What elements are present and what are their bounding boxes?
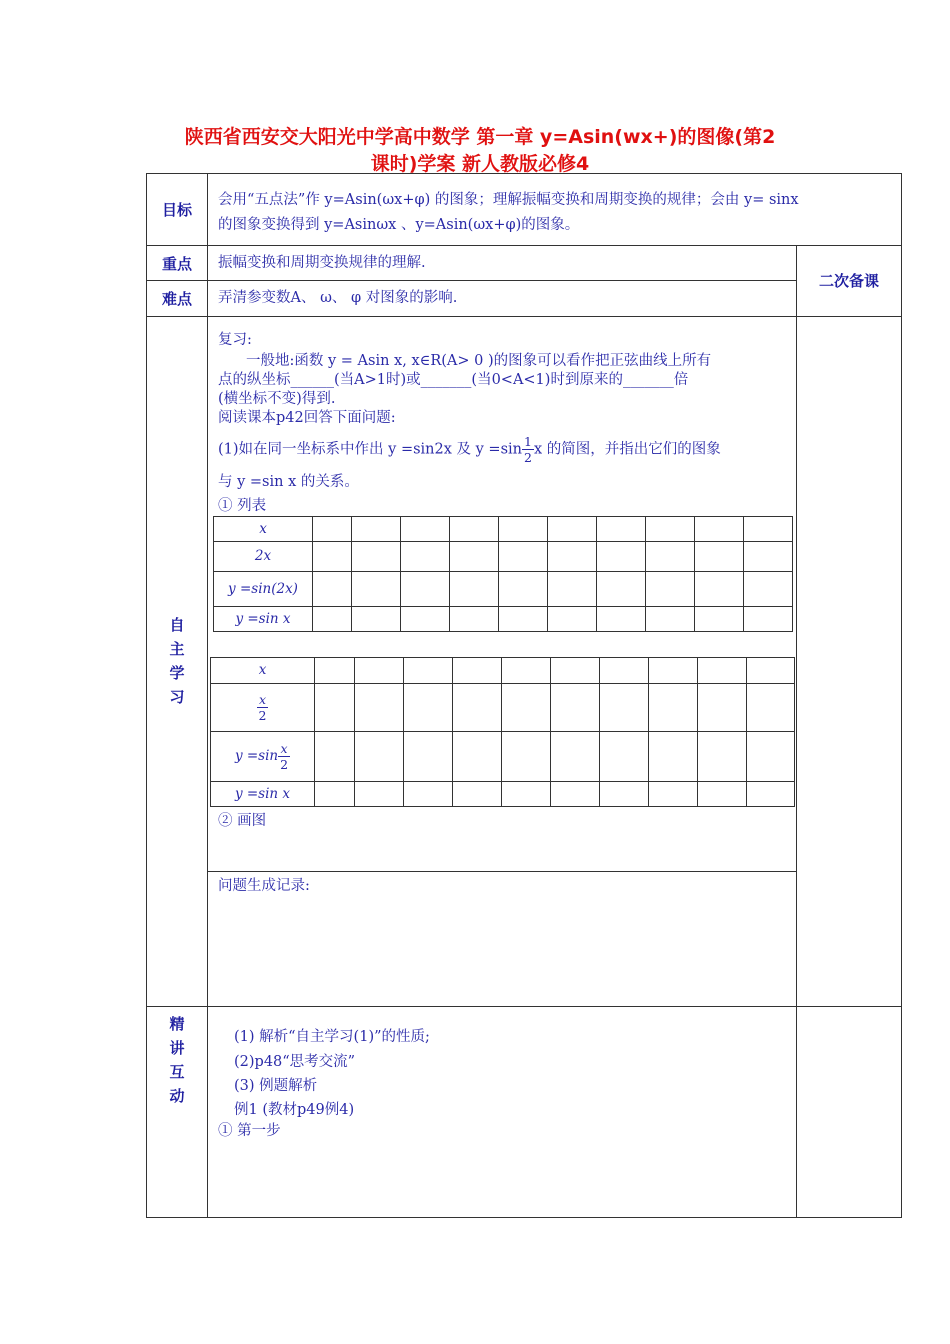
secondary-prep-cell-2 <box>797 1007 902 1218</box>
question-1-prefix: (1)如在同一坐标系中作出 y =sin2x 及 y =sin <box>218 441 523 458</box>
row-header: 2x <box>214 541 313 571</box>
question-1 <box>218 434 790 465</box>
lecture-item-2: (2)p48“思考交流” <box>234 1053 356 1070</box>
goal-text-2: 的图象变换得到 y=Asinωx 、y=Asin(ωx+φ)的图象。 <box>218 217 580 233</box>
goal-label: 目标 <box>147 174 208 246</box>
lecture-step-1: ① 第一步 <box>218 1122 281 1139</box>
difficulty-text: 弄清参变数A、 ω、 φ 对图象的影响. <box>218 290 458 307</box>
self-study-label-char: 自 <box>169 616 185 635</box>
step-1-list: ① 列表 <box>218 497 267 514</box>
row-header: y =sin $\frac{x}{2}$ <box>211 731 315 781</box>
row-header: x <box>211 657 315 683</box>
review-line-1: 一般地:函数 y = Asin x, x∈R(A> 0 )的图象可以看作把正弦曲线上所有 <box>246 352 712 369</box>
lecture-label-char: 精 <box>169 1015 185 1034</box>
row-header: $\frac{x}{2}$ <box>211 683 315 731</box>
table-row <box>211 683 795 731</box>
secondary-prep-label: 二次备课 <box>797 246 902 316</box>
problem-record-row <box>147 871 902 1007</box>
table-row <box>211 731 795 781</box>
lecture-example: 例1 (教材p49例4) <box>234 1101 355 1118</box>
review-line-3: (横坐标不变)得到. <box>218 390 336 407</box>
table-row <box>214 606 793 631</box>
table-row <box>211 781 795 806</box>
self-study-row <box>147 316 902 871</box>
key-point-label: 重点 <box>147 246 208 281</box>
lesson-plan-table <box>146 173 902 1218</box>
table-row <box>214 516 793 541</box>
row-header: y =sin x <box>211 781 315 806</box>
goal-row <box>147 174 902 246</box>
document-title <box>140 124 820 178</box>
lecture-label-char: 讲 <box>169 1039 185 1058</box>
self-study-label-char: 习 <box>169 688 185 707</box>
lecture-label <box>147 1007 208 1218</box>
review-heading: 复习: <box>218 331 252 348</box>
problem-record-text: 问题生成记录: <box>218 877 310 894</box>
review-line-2: 点的纵坐标______(当A>1时)或_______(当0<A<1)时到原来的_______倍 <box>218 371 689 388</box>
goal-content <box>208 174 902 246</box>
key-point-text: 振幅变换和周期变换规律的理解. <box>218 255 426 272</box>
step-2-draw: ② 画图 <box>218 812 267 829</box>
lecture-item-1: (1) 解析“自主学习(1)”的性质; <box>234 1029 430 1046</box>
self-study-label-char: 主 <box>169 640 185 659</box>
fraction-denominator: 2 <box>524 449 532 465</box>
difficulty-content <box>208 281 797 316</box>
title-line-1: 陕西省西安交大阳光中学高中数学 第一章 y=Asin(wx+)的图像(第2 <box>184 126 776 148</box>
read-prompt: 阅读课本p42回答下面问题: <box>218 409 396 426</box>
table-row <box>211 657 795 683</box>
title-line-2: 课时)学案 新人教版必修4 <box>370 153 590 175</box>
question-1-suffix: x 的简图，并指出它们的图象 <box>533 441 721 458</box>
lecture-item-3: (3) 例题解析 <box>234 1078 318 1095</box>
one-half-fraction <box>522 434 534 465</box>
self-study-label <box>147 316 208 1007</box>
difficulty-label: 难点 <box>147 281 208 316</box>
key-point-row <box>147 246 902 281</box>
lecture-label-char: 互 <box>169 1063 185 1082</box>
value-table-2 <box>210 657 795 807</box>
row-header: y =sin x <box>214 606 313 631</box>
table-row <box>214 541 793 571</box>
table-row <box>214 571 793 606</box>
question-1-line-2: 与 y =sin x 的关系。 <box>218 473 359 490</box>
row-header: y =sin(2x) <box>214 571 313 606</box>
problem-record-cell <box>208 871 797 1007</box>
key-point-content <box>208 246 797 281</box>
value-table-1 <box>213 516 793 632</box>
row-header: x <box>214 516 313 541</box>
secondary-prep-cell-1 <box>797 316 902 1007</box>
fraction-numerator: 1 <box>524 433 532 449</box>
difficulty-row <box>147 281 902 316</box>
self-study-label-char: 学 <box>169 664 185 683</box>
lecture-row <box>147 1007 902 1218</box>
lecture-label-char: 动 <box>169 1087 185 1106</box>
self-study-content <box>208 316 797 871</box>
goal-text-1: 会用“五点法”作 y=Asin(ωx+φ) 的图象；理解振幅变换和周期变换的规律；会由 y= sinx <box>218 192 799 208</box>
lecture-content <box>208 1007 797 1218</box>
